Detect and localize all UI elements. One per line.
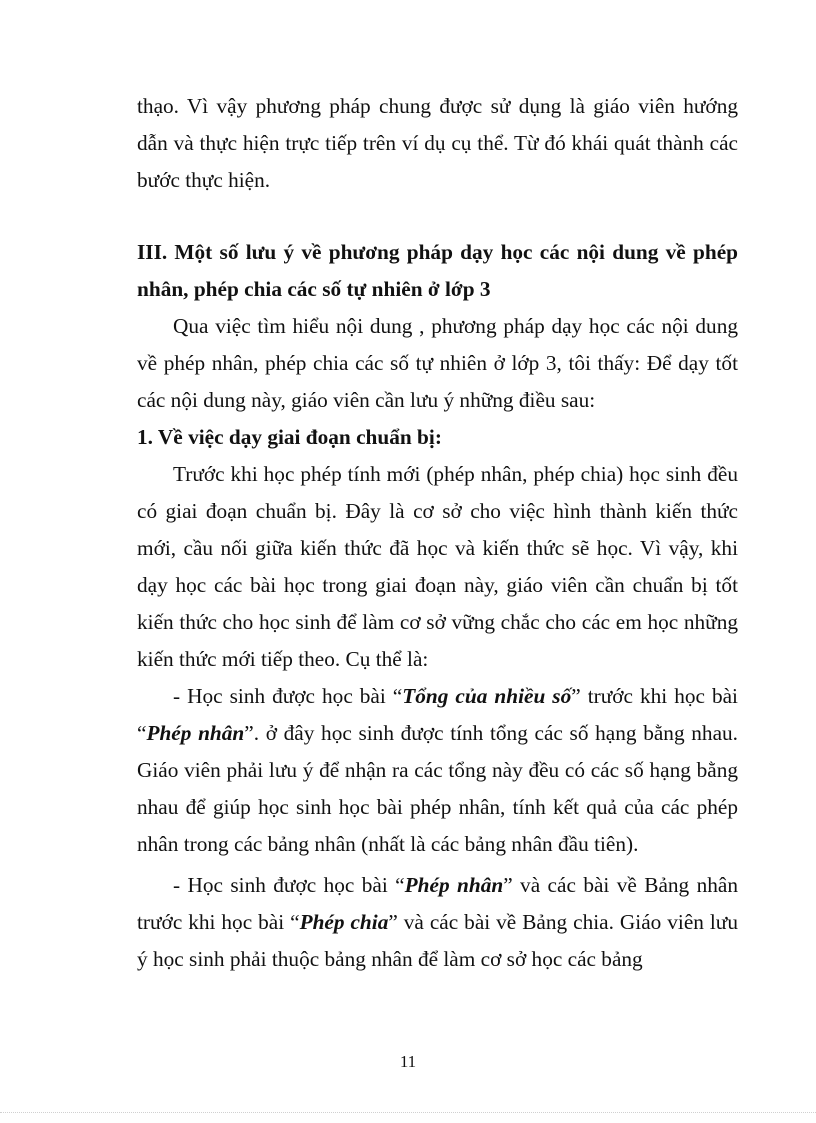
bullet-2-term-division: Phép chia: [299, 910, 389, 934]
bullet-2-term-multiplication: Phép nhân: [404, 873, 504, 897]
paragraph-overview: Qua việc tìm hiểu nội dung , phương pháp dạy học các nội dung về phép nhân, phép chia các số tự nhiên ở lớp 3, tôi thấy: Để dạy tốt các nội dung này, giáo viên cần lưu ý những điều sau:: [137, 314, 738, 412]
bullet-2-text-a: - Học sinh được học bài “: [173, 873, 405, 897]
bullet-1-text-b: ” trước khi học bài “: [137, 684, 738, 745]
page-bottom-divider: [0, 1112, 816, 1113]
subheading-preparation: 1. Về việc dạy giai đoạn chuẩn bị:: [137, 425, 442, 449]
bullet-1-text-a: - Học sinh được học bài “: [173, 684, 403, 708]
section-heading: III. Một số lưu ý về phương pháp dạy học các nội dung về phép nhân, phép chia các số tự nhiên ở lớp 3: [137, 240, 738, 301]
bullet-1-text-c: ”. ở đây học sinh được tính tổng các số hạng bằng nhau. Giáo viên phải lưu ý để nhận ra các tổng này đều có các số hạng bằng nhau để giúp học sinh học bài phép nhân, tính kết quả của các phép nhân trong các bảng nhân (nhất là các bảng nhân đầu tiên).: [137, 721, 738, 856]
document-page: [137, 88, 738, 978]
bullet-paragraph-2: [137, 867, 738, 978]
paragraph-preparation: Trước khi học phép tính mới (phép nhân, phép chia) học sinh đều có giai đoạn chuẩn bị. Đây là cơ sở cho việc hình thành kiến thức mới, cầu nối giữa kiến thức đã học và kiến thức sẽ học. Vì vậy, khi dạy học các bài học trong giai đoạn này, giáo viên cần chuẩn bị tốt kiến thức cho học sinh để làm cơ sở vững chắc cho các em học những kiến thức mới tiếp theo. Cụ thể là:: [137, 462, 738, 671]
bullet-2-text-c: ” và các bài về Bảng chia. Giáo viên lưu ý học sinh phải thuộc bảng nhân để làm cơ sở học các bảng: [137, 910, 738, 971]
bullet-paragraph-1: [137, 678, 738, 863]
bullet-1-term-multiplication: Phép nhân: [146, 721, 245, 745]
bullet-2-text-b: ” và các bài về Bảng nhân trước khi học bài “: [137, 873, 738, 934]
bullet-1-term-sum: Tổng của nhiều số: [402, 684, 572, 708]
paragraph-intro: thạo. Vì vậy phương pháp chung được sử dụng là giáo viên hướng dẫn và thực hiện trực tiếp trên ví dụ cụ thể. Từ đó khái quát thành các bước thực hiện.: [137, 94, 738, 192]
page-number: 11: [399, 1052, 417, 1071]
